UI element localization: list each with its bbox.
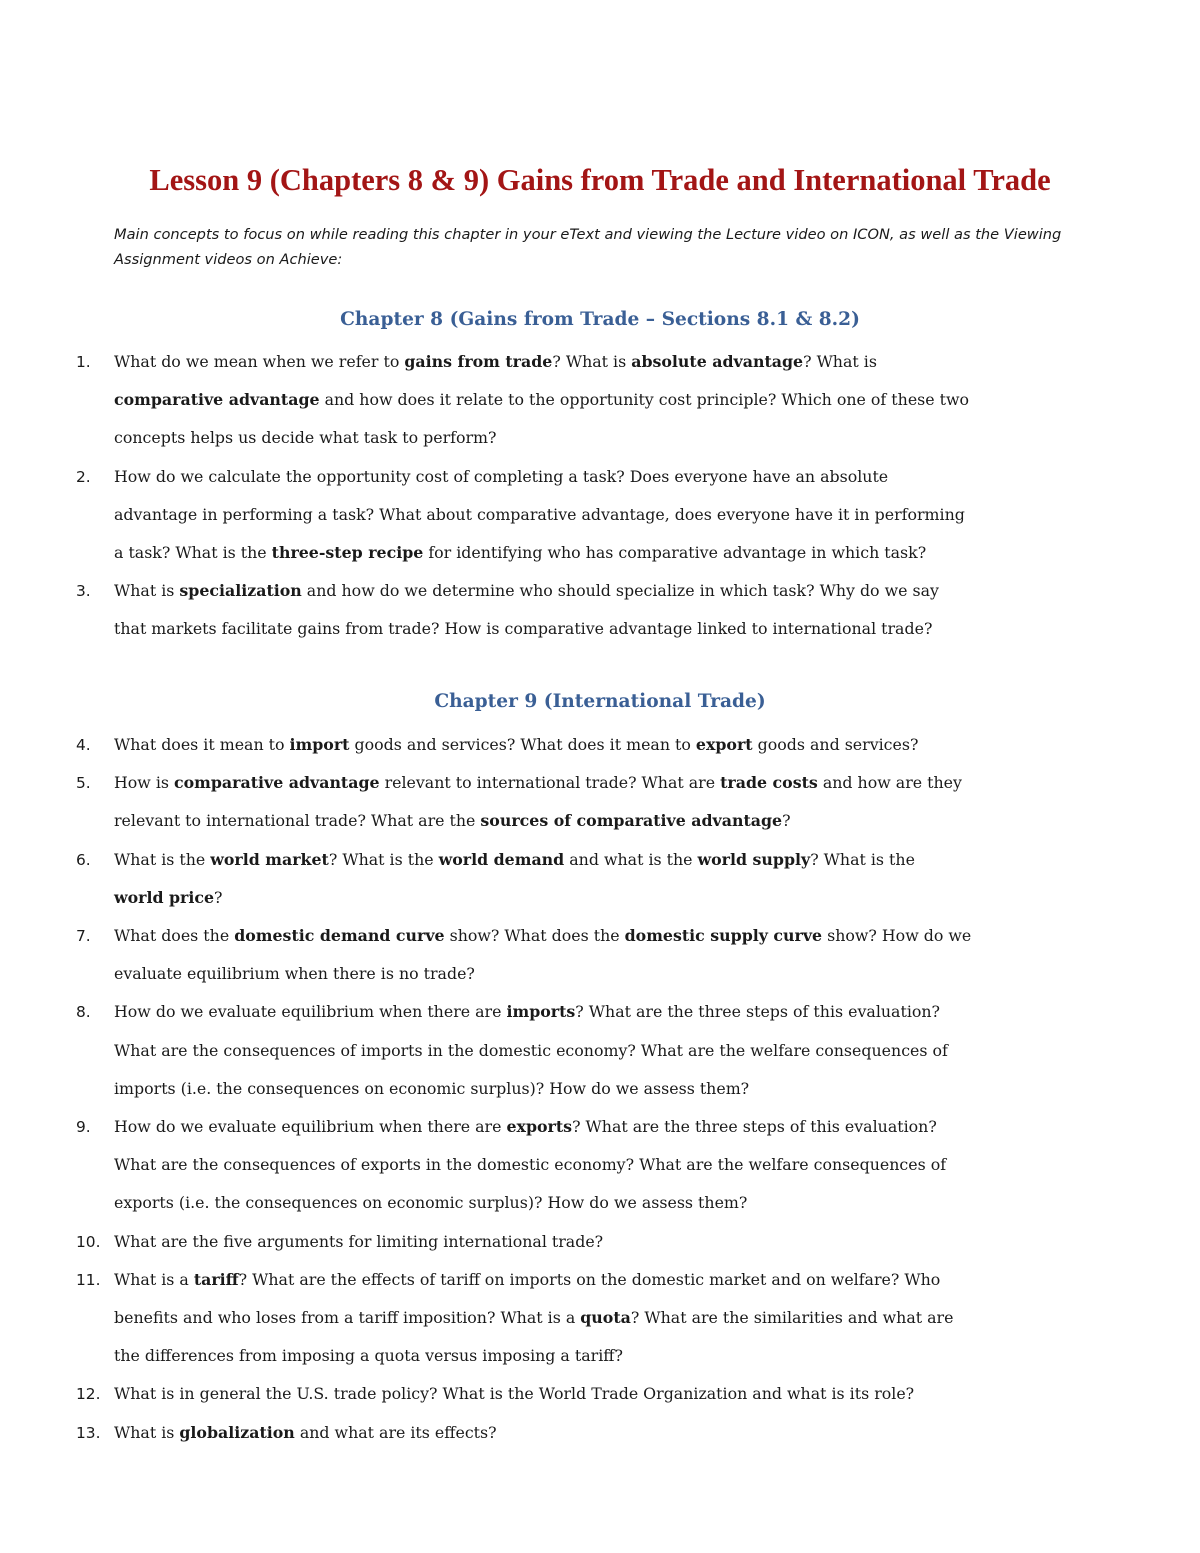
- question-item: [76, 1375, 1126, 1413]
- question-text: What are the five arguments for limiting international trade?: [114, 1231, 604, 1251]
- question-line: [114, 993, 1126, 1031]
- question-number: 5.: [76, 774, 91, 793]
- question-text: ?: [782, 811, 791, 831]
- question-text: and what are its effects?: [294, 1422, 497, 1442]
- question-line: [114, 955, 1126, 993]
- question-item: [76, 764, 1126, 840]
- question-line: [114, 841, 1126, 879]
- question-number: 12.: [76, 1385, 101, 1404]
- question-line: [114, 879, 1126, 917]
- question-text: What is in general the U.S. trade policy? What is the World Trade Organization and what is its role?: [114, 1384, 915, 1404]
- question-number: 7.: [76, 927, 91, 946]
- question-text: ? What are the three steps of this evaluation?: [572, 1117, 937, 1137]
- question-item: [76, 917, 1126, 993]
- key-term: domestic demand curve: [234, 926, 445, 946]
- question-text: How is: [114, 773, 175, 793]
- question-line: [114, 917, 1126, 955]
- question-item: [76, 1223, 1126, 1261]
- question-line: [114, 1108, 1126, 1146]
- chapter-8-question-list: [76, 343, 1126, 649]
- question-text: benefits and who loses from a tariff imposition? What is a: [114, 1308, 581, 1328]
- question-text: relevant to international trade? What are: [379, 773, 721, 793]
- question-number: 9.: [76, 1118, 91, 1137]
- question-line: [114, 1146, 1126, 1184]
- key-term: world demand: [438, 849, 565, 869]
- question-number: 8.: [76, 1003, 91, 1022]
- question-line: [114, 1184, 1126, 1222]
- question-text: ?: [214, 887, 223, 907]
- question-text: How do we calculate the opportunity cost of completing a task? Does everyone have an absolute: [114, 466, 889, 486]
- key-term: world price: [114, 887, 215, 907]
- question-text: ? What is the: [328, 849, 439, 869]
- question-line: [114, 343, 1126, 381]
- question-number: 6.: [76, 850, 91, 869]
- question-text: the differences from imposing a quota versus imposing a tariff?: [114, 1346, 623, 1366]
- question-line: [114, 726, 1126, 764]
- question-text: and what is the: [564, 849, 698, 869]
- question-text: What are the consequences of imports in the domestic economy? What are the welfare consequences of: [114, 1040, 948, 1060]
- question-text: exports (i.e. the consequences on economic surplus)? How do we assess them?: [114, 1193, 748, 1213]
- question-number: 1.: [76, 353, 91, 371]
- question-line: [114, 764, 1126, 802]
- key-term: globalization: [179, 1422, 295, 1442]
- question-text: and how do we determine who should specialize in which task? Why do we say: [301, 581, 939, 601]
- question-text: What are the consequences of exports in the domestic economy? What are the welfare consequences of: [114, 1155, 947, 1175]
- question-number: 4.: [76, 736, 91, 754]
- question-text: and how does it relate to the opportunity cost principle? Which one of these two: [319, 390, 970, 410]
- question-text: What is: [114, 581, 180, 601]
- question-text: concepts helps us decide what task to perform?: [114, 428, 497, 448]
- intro-paragraph: Main concepts to focus on while reading this chapter in your eText and viewing the Lecture video on ICON, as well as the Viewing Assignment videos on Achieve:: [114, 226, 1062, 268]
- question-item: [76, 1108, 1126, 1223]
- key-term: sources of comparative advantage: [480, 811, 783, 831]
- key-term: world supply: [697, 849, 811, 869]
- question-number: 10.: [76, 1232, 101, 1251]
- key-term: tariff: [193, 1269, 239, 1289]
- question-line: [114, 419, 1126, 457]
- question-line: [114, 458, 1126, 496]
- question-text: ? What is: [552, 352, 632, 371]
- question-line: [114, 1414, 1126, 1452]
- question-text: ? What is the: [810, 849, 915, 869]
- question-item: [76, 993, 1126, 1108]
- question-text: and how are they: [817, 773, 962, 793]
- question-line: [114, 802, 1126, 840]
- question-text: What does it mean to: [114, 735, 290, 754]
- question-text: How do we evaluate equilibrium when there are: [114, 1117, 507, 1137]
- question-text: What is a: [114, 1269, 194, 1289]
- question-text: What is the: [114, 849, 211, 869]
- question-number: 13.: [76, 1423, 101, 1442]
- question-text: What do we mean when we refer to: [114, 352, 405, 371]
- key-term: gains from trade: [404, 352, 553, 371]
- question-item: [76, 1261, 1126, 1376]
- question-text: goods and services?: [752, 735, 919, 754]
- question-line: [114, 1337, 1126, 1375]
- key-term: three-step recipe: [271, 543, 424, 563]
- key-term: quota: [580, 1308, 631, 1328]
- question-text: advantage in performing a task? What about comparative advantage, does everyone have it in performing: [114, 504, 965, 524]
- question-text: What does the: [114, 926, 235, 946]
- question-item: [76, 458, 1126, 573]
- question-line: [114, 1299, 1126, 1337]
- question-text: ? What are the three steps of this evaluation?: [575, 1002, 941, 1022]
- question-text: a task? What is the: [114, 543, 272, 563]
- key-term: world market: [210, 849, 329, 869]
- key-term: absolute advantage: [631, 352, 804, 371]
- question-item: [76, 343, 1126, 458]
- question-line: [114, 534, 1126, 572]
- question-text: What is: [114, 1422, 180, 1442]
- question-number: 3.: [76, 582, 91, 601]
- question-line: [114, 496, 1126, 534]
- question-text: ? What is: [803, 352, 877, 371]
- question-number: 2.: [76, 467, 91, 486]
- question-text: goods and services? What does it mean to: [349, 735, 696, 754]
- key-term: import: [289, 735, 350, 754]
- chapter-9-heading: Chapter 9 (International Trade): [434, 691, 766, 712]
- question-item: [76, 572, 1126, 648]
- key-term: trade costs: [720, 773, 818, 793]
- key-term: comparative advantage: [174, 773, 380, 793]
- chapter-8-heading: Chapter 8 (Gains from Trade – Sections 8.1 & 8.2): [340, 309, 860, 330]
- question-line: [114, 1223, 1126, 1261]
- key-term: domestic supply curve: [624, 926, 823, 946]
- chapter-9-question-list: [76, 726, 1126, 1452]
- question-text: ? What are the effects of tariff on imports on the domestic market and on welfare? Who: [238, 1269, 941, 1289]
- question-text: How do we evaluate equilibrium when there are: [114, 1002, 507, 1022]
- question-line: [114, 1070, 1126, 1108]
- key-term: comparative advantage: [114, 390, 320, 410]
- question-text: show? How do we: [822, 926, 972, 946]
- question-text: show? What does the: [444, 926, 625, 946]
- question-line: [114, 610, 1126, 648]
- question-line: [114, 1375, 1126, 1413]
- key-term: export: [695, 735, 753, 754]
- question-line: [114, 381, 1126, 419]
- question-item: [76, 726, 1126, 764]
- page-title: Lesson 9 (Chapters 8 & 9) Gains from Trade and International Trade: [149, 163, 1051, 197]
- question-text: relevant to international trade? What are the: [114, 811, 481, 831]
- question-line: [114, 1032, 1126, 1070]
- question-text: evaluate equilibrium when there is no trade?: [114, 964, 475, 984]
- key-term: exports: [506, 1117, 573, 1137]
- question-item: [76, 1414, 1126, 1452]
- question-text: that markets facilitate gains from trade? How is comparative advantage linked to international trade?: [114, 619, 933, 639]
- key-term: imports: [506, 1002, 576, 1022]
- question-line: [114, 572, 1126, 610]
- question-item: [76, 841, 1126, 917]
- question-text: for identifying who has comparative advantage in which task?: [423, 543, 927, 563]
- question-line: [114, 1261, 1126, 1299]
- question-text: ? What are the similarities and what are: [630, 1308, 954, 1328]
- question-number: 11.: [76, 1270, 101, 1289]
- key-term: specialization: [179, 581, 302, 601]
- question-text: imports (i.e. the consequences on economic surplus)? How do we assess them?: [114, 1078, 750, 1098]
